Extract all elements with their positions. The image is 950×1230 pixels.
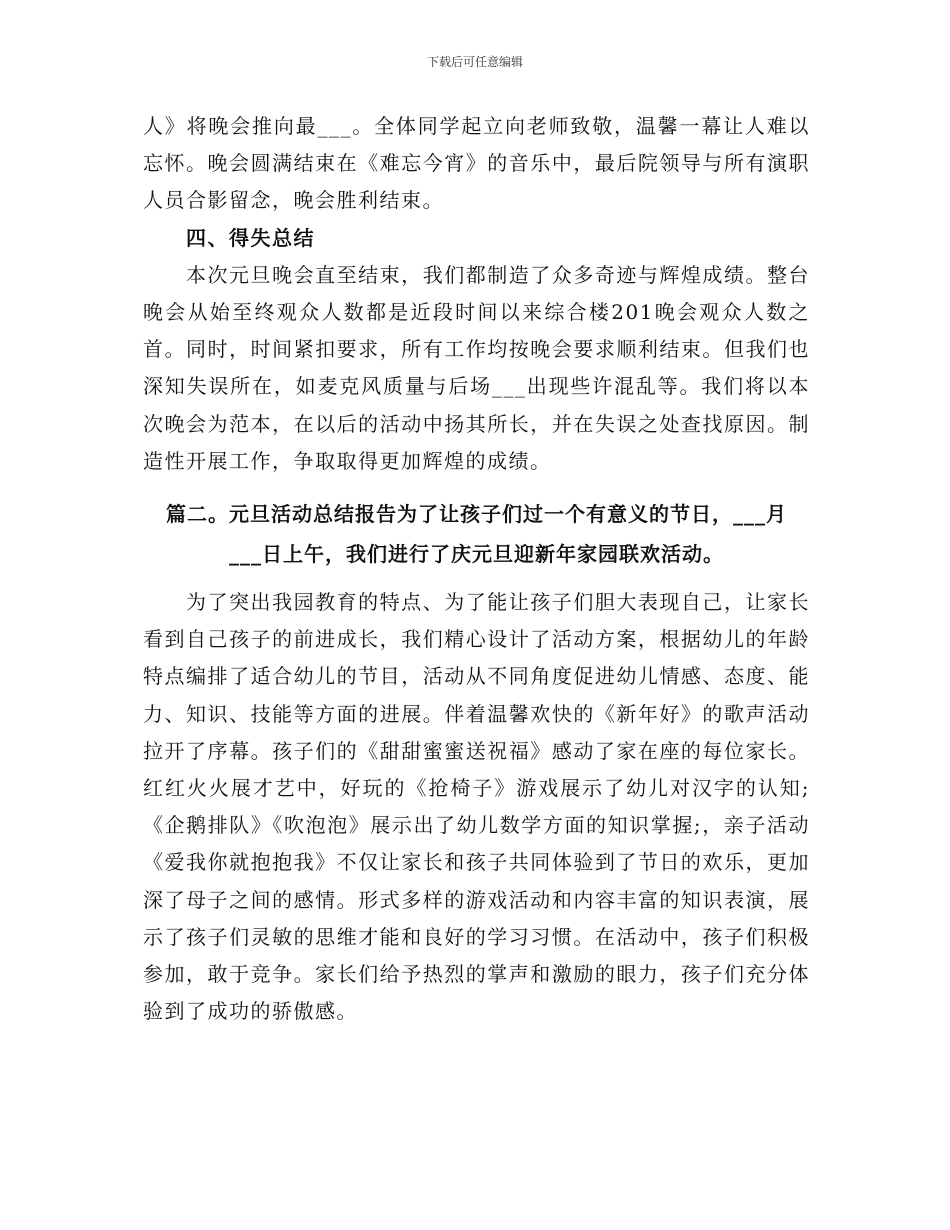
chapter-body-paragraph: 为了突出我园教育的特点、为了能让孩子们胆大表现自己，让家长看到自己孩子的前进成长，我们精心设计了活动方案，根据幼儿的年龄特点编排了适合幼儿的节目，活动从不同角度促进幼儿情感、态度、能力、知识、技能等方面的进展。伴着温馨欢快的《新年好》的歌声活动拉开了序幕。孩子们的《甜甜蜜蜜送祝福》感动了家在座的每位家长。红红火火展才艺中，好玩的《抢椅子》游戏展示了幼儿对汉字的认知;《企鹅排队》《吹泡泡》展示出了幼儿数学方面的知识掌握;，亲子活动《爱我你就抱抱我》不仅让家长和孩子共同体验到了节日的欢乐，更加深了母子之间的感情。形式多样的游戏活动和内容丰富的知识表演，展示了孩子们灵敏的思维才能和良好的学习习惯。在活动中，孩子们积极参加，敢于竞争。家长们给予热烈的掌声和激励的眼力，孩子们充分体验到了成功的骄傲感。 [143,590,810,1024]
chapter-title: 篇二。元旦活动总结报告为了让孩子们过一个有意义的节日，___月___日上午，我们进行了庆元旦迎新年家园联欢活动。 [166,502,787,567]
page-header: 下载后可任意编辑 [426,55,523,69]
document-body [143,108,810,1030]
summary-paragraph: 本次元旦晚会直至结束，我们都制造了众多奇迹与辉煌成绩。整台晚会从始至终观众人数都是近段时间以来综合楼201晚会观众人数之首。同时，时间紧扣要求，所有工作均按晚会要求顺利结束。但我们也深知失误所在，如麦克风质量与后场___出现些许混乱等。我们将以本次晚会为范本，在以后的活动中扬其所长，并在失误之处查找原因。制造性开展工作，争取取得更加辉煌的成绩。 [143,262,810,473]
section-heading-summary: 四、得失总结 [186,225,315,250]
continuation-paragraph: 人》将晚会推向最___。全体同学起立向老师致敬，温馨一幕让人难以忘怀。晚会圆满结束在《难忘今宵》的音乐中，最后院领导与所有演职人员合影留念，晚会胜利结束。 [143,114,810,213]
